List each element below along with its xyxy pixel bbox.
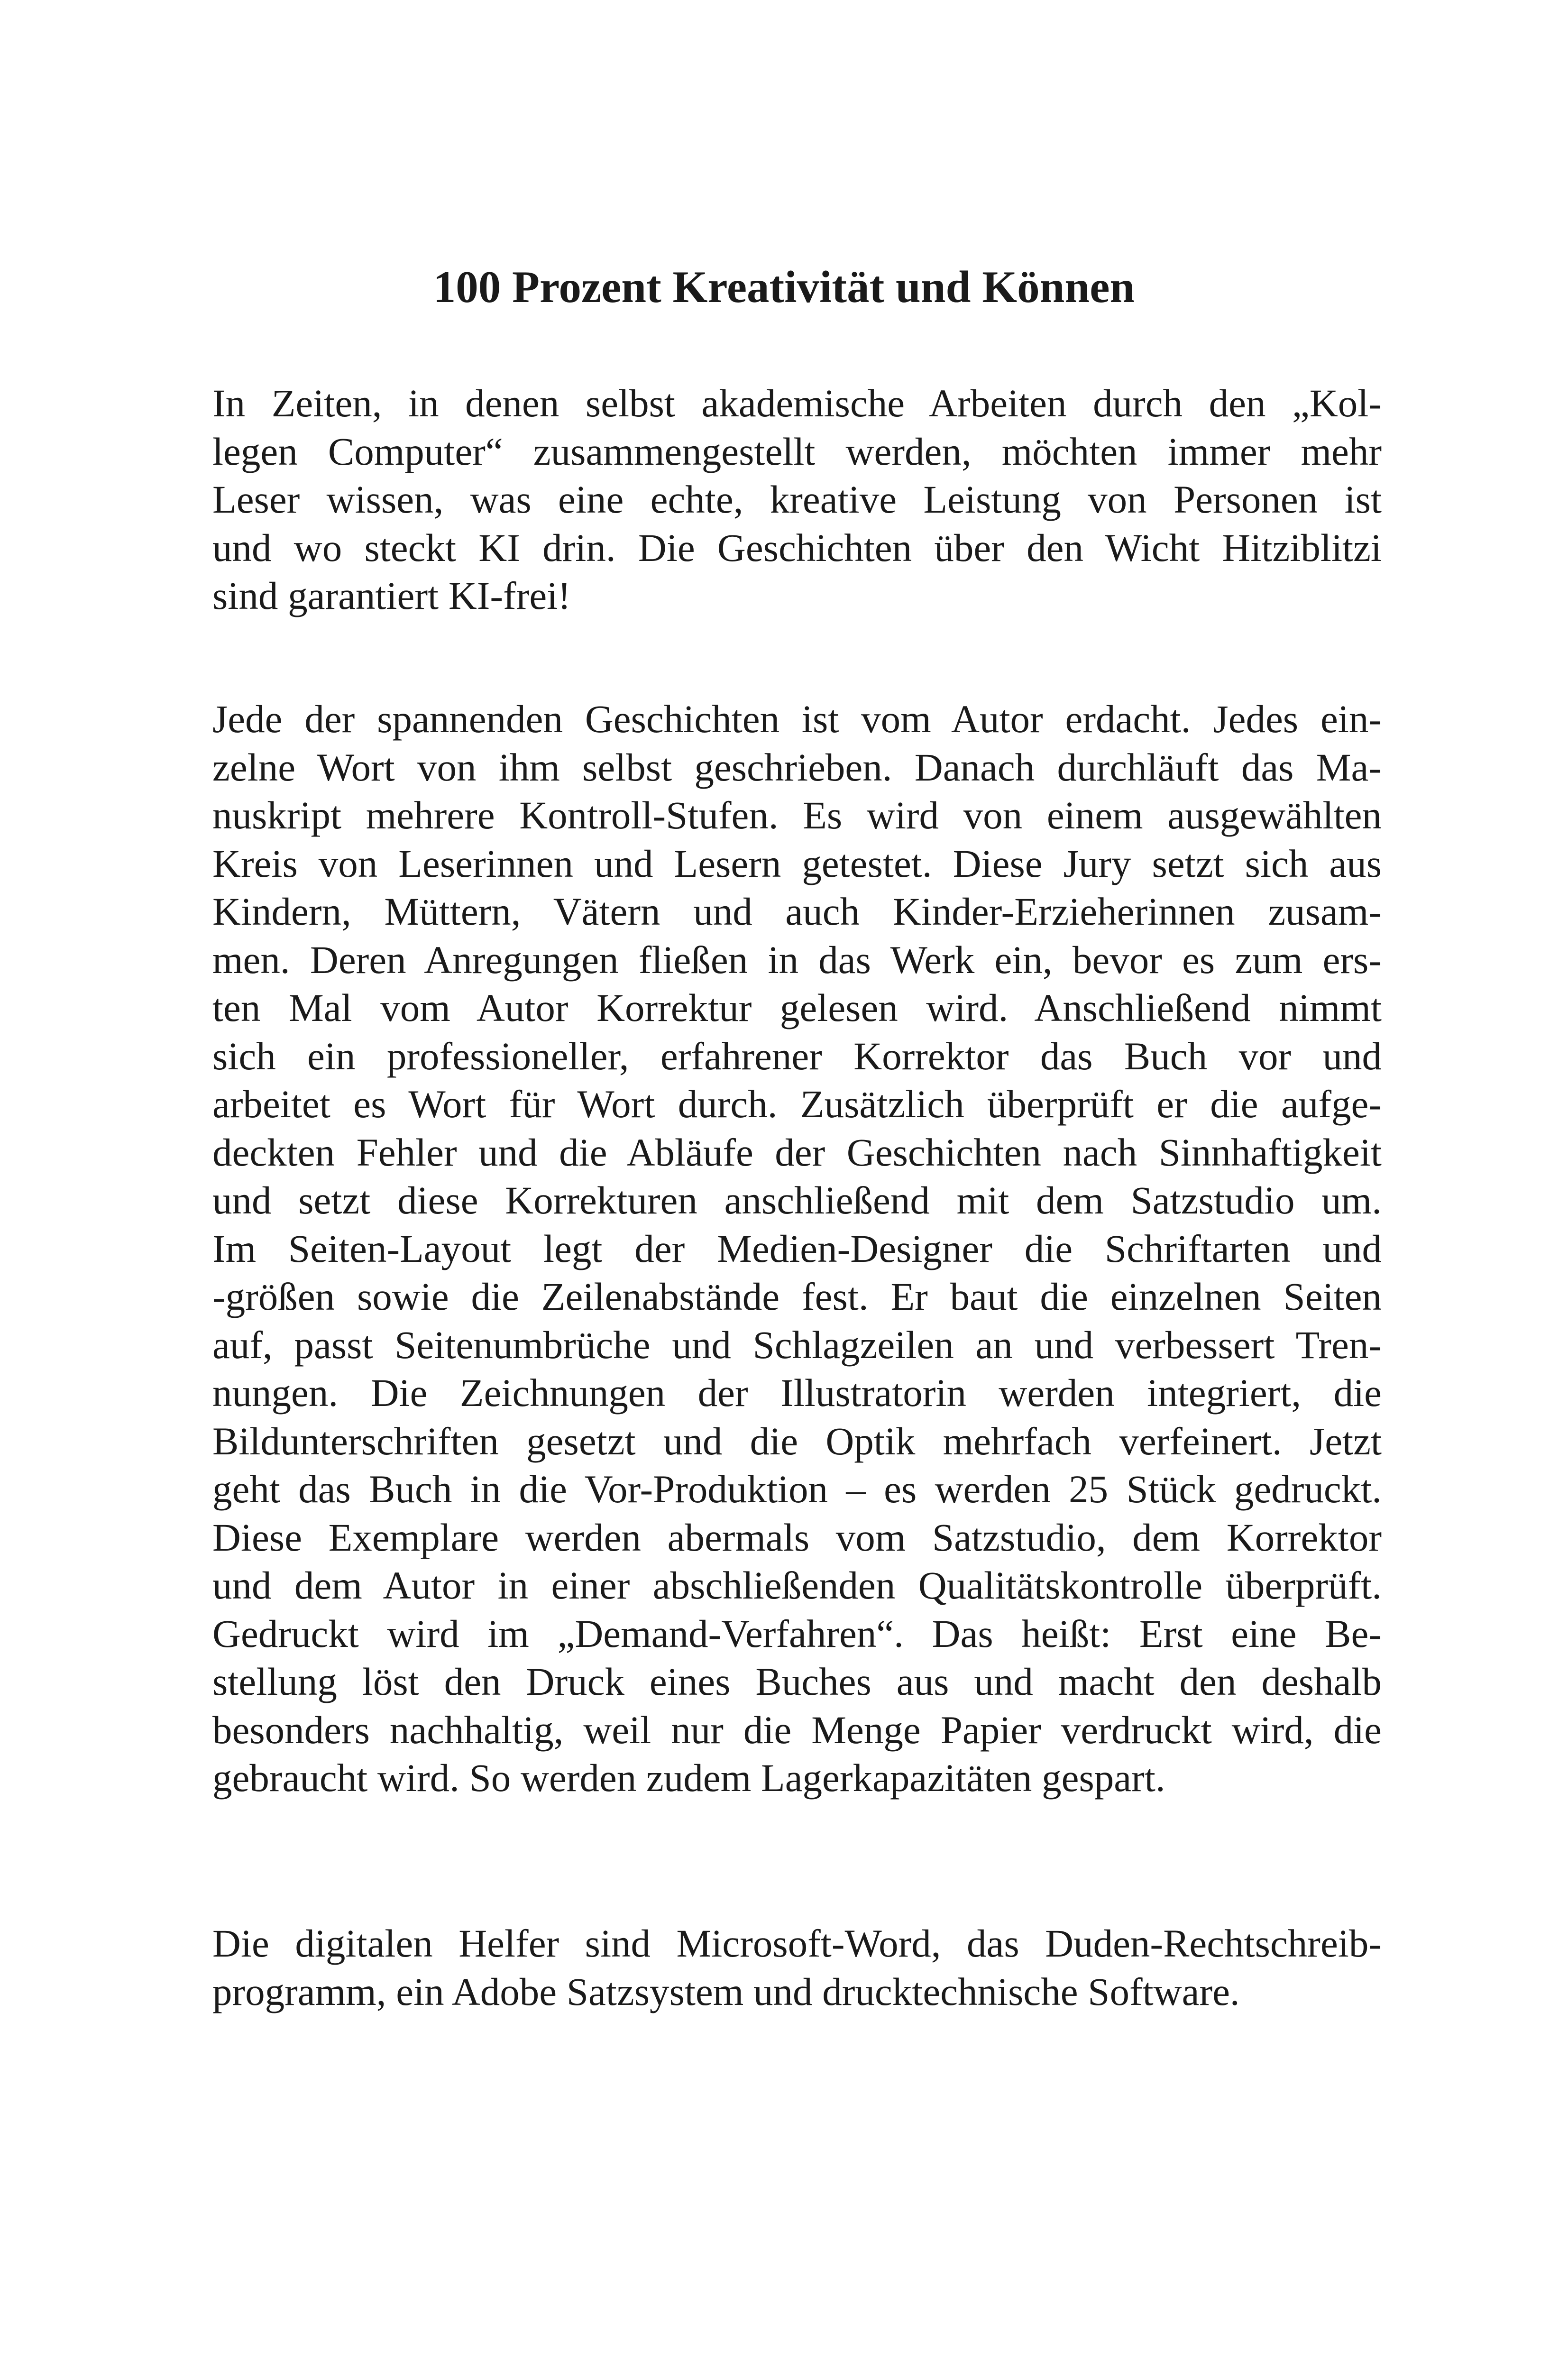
text-line: besonders nachhaltig, weil nur die Menge Papier verdruckt wird, die [212, 1708, 1382, 1752]
text-line: Gedruckt wird im „Demand-Verfahren“. Das heißt: Erst eine Be- [212, 1611, 1382, 1655]
paragraph-process [212, 695, 1382, 1802]
text-line: programm, ein Adobe Satzsystem und drucktechnische Software. [212, 1969, 1240, 2013]
paragraph-tools [212, 1920, 1382, 2016]
text-line: und setzt diese Korrekturen anschließend mit dem Satzstudio um. [212, 1178, 1382, 1222]
page-title: 100 Prozent Kreativität und Können [433, 262, 1135, 312]
text-line: Die digitalen Helfer sind Microsoft-Word, das Duden-Rechtschreib- [212, 1921, 1382, 1965]
text-line: ten Mal vom Autor Korrektur gelesen wird. Anschließend nimmt [212, 986, 1382, 1029]
text-line: -größen sowie die Zeilenabstände fest. Er baut die einzelnen Seiten [212, 1275, 1382, 1318]
text-line: Im Seiten-Layout legt der Medien-Designer die Schriftarten und [212, 1226, 1382, 1270]
text-line: Kreis von Leserinnen und Lesern getestet. Diese Jury setzt sich aus [212, 841, 1382, 885]
text-line: deckten Fehler und die Abläufe der Geschichten nach Sinnhaftigkeit [212, 1130, 1382, 1174]
text-line: nungen. Die Zeichnungen der Illustratorin werden integriert, die [212, 1371, 1382, 1415]
paragraph-intro [212, 379, 1382, 620]
text-line: auf, passt Seitenumbrüche und Schlagzeilen an und verbessert Tren- [212, 1323, 1382, 1367]
text-line: In Zeiten, in denen selbst akademische Arbeiten durch den „Kol- [212, 381, 1382, 425]
text-line: Diese Exemplare werden abermals vom Satzstudio, dem Korrektor [212, 1515, 1382, 1559]
text-line: zelne Wort von ihm selbst geschrieben. Danach durchläuft das Ma- [212, 745, 1382, 789]
text-line: sich ein professioneller, erfahrener Korrektor das Buch vor und [212, 1034, 1382, 1078]
text-line: arbeitet es Wort für Wort durch. Zusätzlich überprüft er die aufge- [212, 1082, 1382, 1126]
text-line: und wo steckt KI drin. Die Geschichten über den Wicht Hitziblitzi [212, 525, 1382, 570]
text-line: sind garantiert KI-frei! [212, 574, 571, 617]
text-line: legen Computer“ zusammengestellt werden, möchten immer mehr [212, 429, 1382, 473]
text-line: Leser wissen, was eine echte, kreative Leistung von Personen ist [212, 478, 1382, 521]
text-line: und dem Autor in einer abschließenden Qualitätskontrolle überprüft. [212, 1563, 1382, 1607]
text-line: Bildunterschriften gesetzt und die Optik mehrfach verfeinert. Jetzt [212, 1419, 1382, 1463]
text-line: gebraucht wird. So werden zudem Lagerkapazitäten gespart. [212, 1756, 1165, 1800]
text-line: Jede der spannenden Geschichten ist vom Autor erdacht. Jedes ein- [212, 697, 1382, 741]
text-line: Kindern, Müttern, Vätern und auch Kinder-Erzieherinnen zusam- [212, 890, 1382, 933]
text-line: geht das Buch in die Vor-Produktion – es werden 25 Stück gedruckt. [212, 1467, 1382, 1511]
text-line: men. Deren Anregungen fließen in das Werk ein, bevor es zum ers- [212, 937, 1382, 982]
text-line: nuskript mehrere Kontroll-Stufen. Es wird von einem ausgewählten [212, 793, 1382, 837]
text-line: stellung löst den Druck eines Buches aus und macht den deshalb [212, 1660, 1382, 1703]
